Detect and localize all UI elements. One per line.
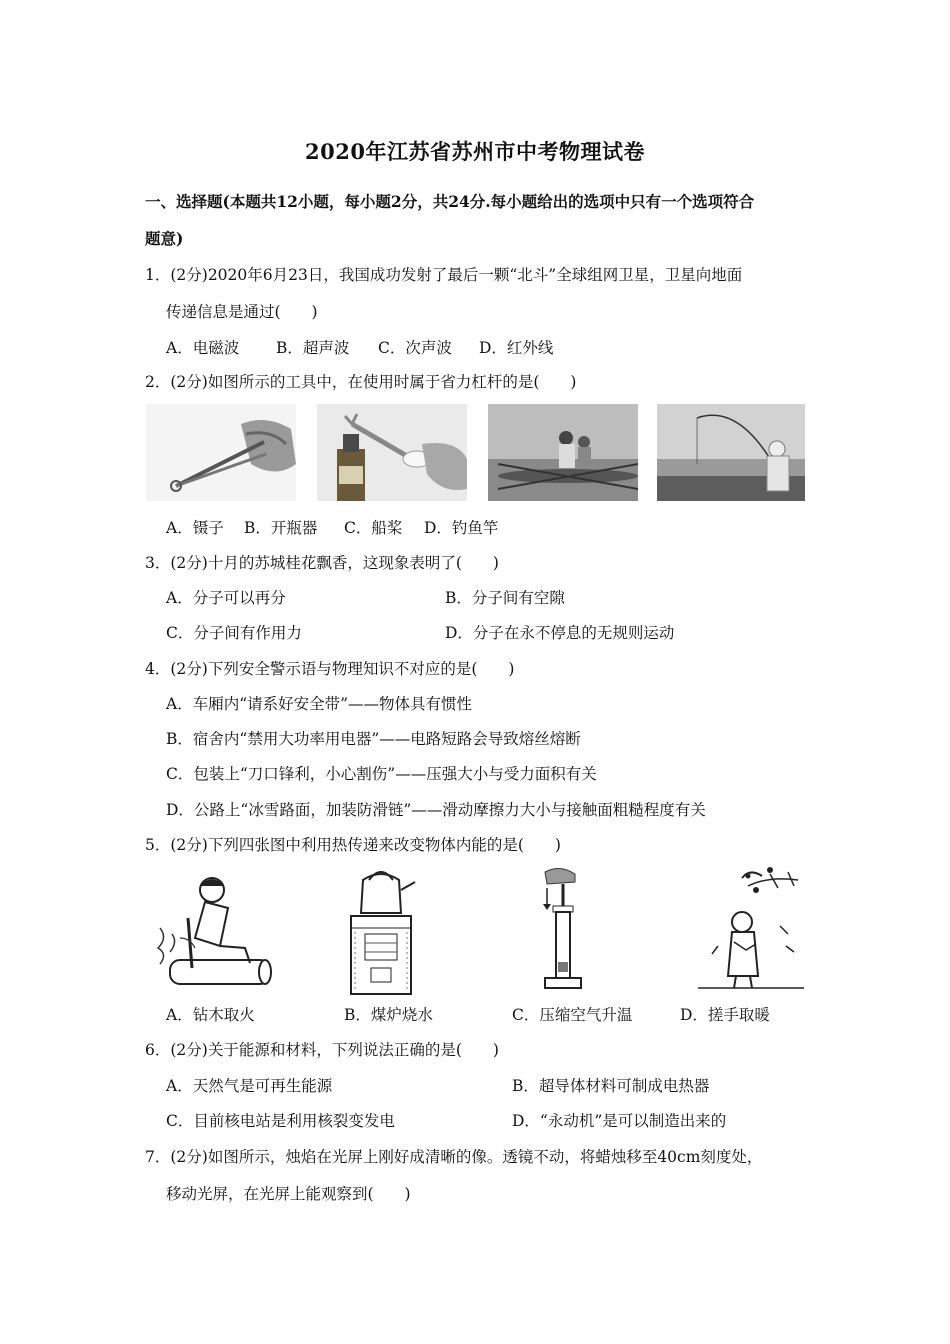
- q1-option-b[interactable]: B．超声波: [276, 339, 350, 357]
- q3-option-a[interactable]: A．分子可以再分: [166, 589, 286, 607]
- q6-option-b[interactable]: B．超导体材料可制成电热器: [512, 1077, 710, 1095]
- q6-option-d[interactable]: D．“永动机”是可以制造出来的: [512, 1112, 727, 1130]
- question-4-stem: 4．(2分)下列安全警示语与物理知识不对应的是( ): [145, 660, 515, 678]
- question-7-stem: 7．(2分)如图所示，烛焰在光屏上刚好成清晰的像。透镜不动，将蜡烛移至40cm刻度处，: [145, 1148, 763, 1166]
- fishing-rod-photo: [657, 404, 805, 501]
- coal-stove-illustration: [345, 868, 417, 996]
- q5-option-d[interactable]: D．搓手取暖: [680, 1006, 770, 1024]
- question-5-stem: 5．(2分)下列四张图中利用热传递来改变物体内能的是( ): [145, 836, 561, 854]
- page-title: 2020年江苏省苏州市中考物理试卷: [305, 139, 645, 164]
- q5-option-a[interactable]: A．钻木取火: [166, 1006, 255, 1024]
- q1-option-a[interactable]: A．电磁波: [166, 339, 240, 357]
- q4-option-b[interactable]: B．宿舍内“禁用大功率用电器”——电路短路会导致熔丝熔断: [166, 730, 581, 748]
- question-1-stem-cont: 传递信息是通过( ): [166, 303, 318, 321]
- q6-option-a[interactable]: A．天然气是可再生能源: [166, 1077, 333, 1095]
- q3-option-c[interactable]: C．分子间有作用力: [166, 624, 302, 642]
- question-7-stem-cont: 移动光屏，在光屏上能观察到( ): [166, 1185, 411, 1203]
- q1-option-d[interactable]: D．红外线: [479, 339, 554, 357]
- q6-option-c[interactable]: C．目前核电站是利用核裂变发电: [166, 1112, 395, 1130]
- q4-option-a[interactable]: A．车厢内“请系好安全带”——物体具有惯性: [166, 695, 473, 713]
- q2-option-a[interactable]: A．镊子: [166, 519, 224, 537]
- question-3-stem: 3．(2分)十月的苏城桂花飘香，这现象表明了( ): [145, 554, 499, 572]
- q3-option-b[interactable]: B．分子间有空隙: [445, 589, 565, 607]
- air-compression-illustration: [535, 866, 585, 994]
- bottle-opener-photo: [317, 404, 467, 501]
- q4-option-d[interactable]: D．公路上“冰雪路面，加装防滑链”——滑动摩擦力大小与接触面粗糙程度有关: [166, 801, 706, 819]
- q1-option-c[interactable]: C．次声波: [378, 339, 452, 357]
- section-heading-cont: 题意): [145, 229, 184, 248]
- q4-option-c[interactable]: C．包装上“刀口锋利，小心割伤”——压强大小与受力面积有关: [166, 765, 597, 783]
- q5-option-b[interactable]: B．煤炉烧水: [344, 1006, 433, 1024]
- question-6-stem: 6．(2分)关于能源和材料，下列说法正确的是( ): [145, 1041, 499, 1059]
- rubbing-hands-illustration: [698, 866, 804, 992]
- q3-option-d[interactable]: D．分子在永不停息的无规则运动: [445, 624, 675, 642]
- rowing-photo: [488, 404, 638, 501]
- q5-option-c[interactable]: C．压缩空气升温: [512, 1006, 633, 1024]
- question-1-stem: 1．(2分)2020年6月23日，我国成功发射了最后一颗“北斗”全球组网卫星，卫星向地面: [145, 266, 743, 284]
- tweezers-photo: [146, 404, 296, 501]
- drilling-fire-illustration: [150, 868, 280, 993]
- q2-option-b[interactable]: B．开瓶器: [244, 519, 318, 537]
- q2-option-c[interactable]: C．船桨: [344, 519, 403, 537]
- q2-option-d[interactable]: D．钓鱼竿: [424, 519, 499, 537]
- section-heading: 一、选择题(本题共12小题，每小题2分，共24分.每小题给出的选项中只有一个选项符合: [145, 192, 755, 211]
- question-2-stem: 2．(2分)如图所示的工具中，在使用时属于省力杠杆的是( ): [145, 373, 577, 391]
